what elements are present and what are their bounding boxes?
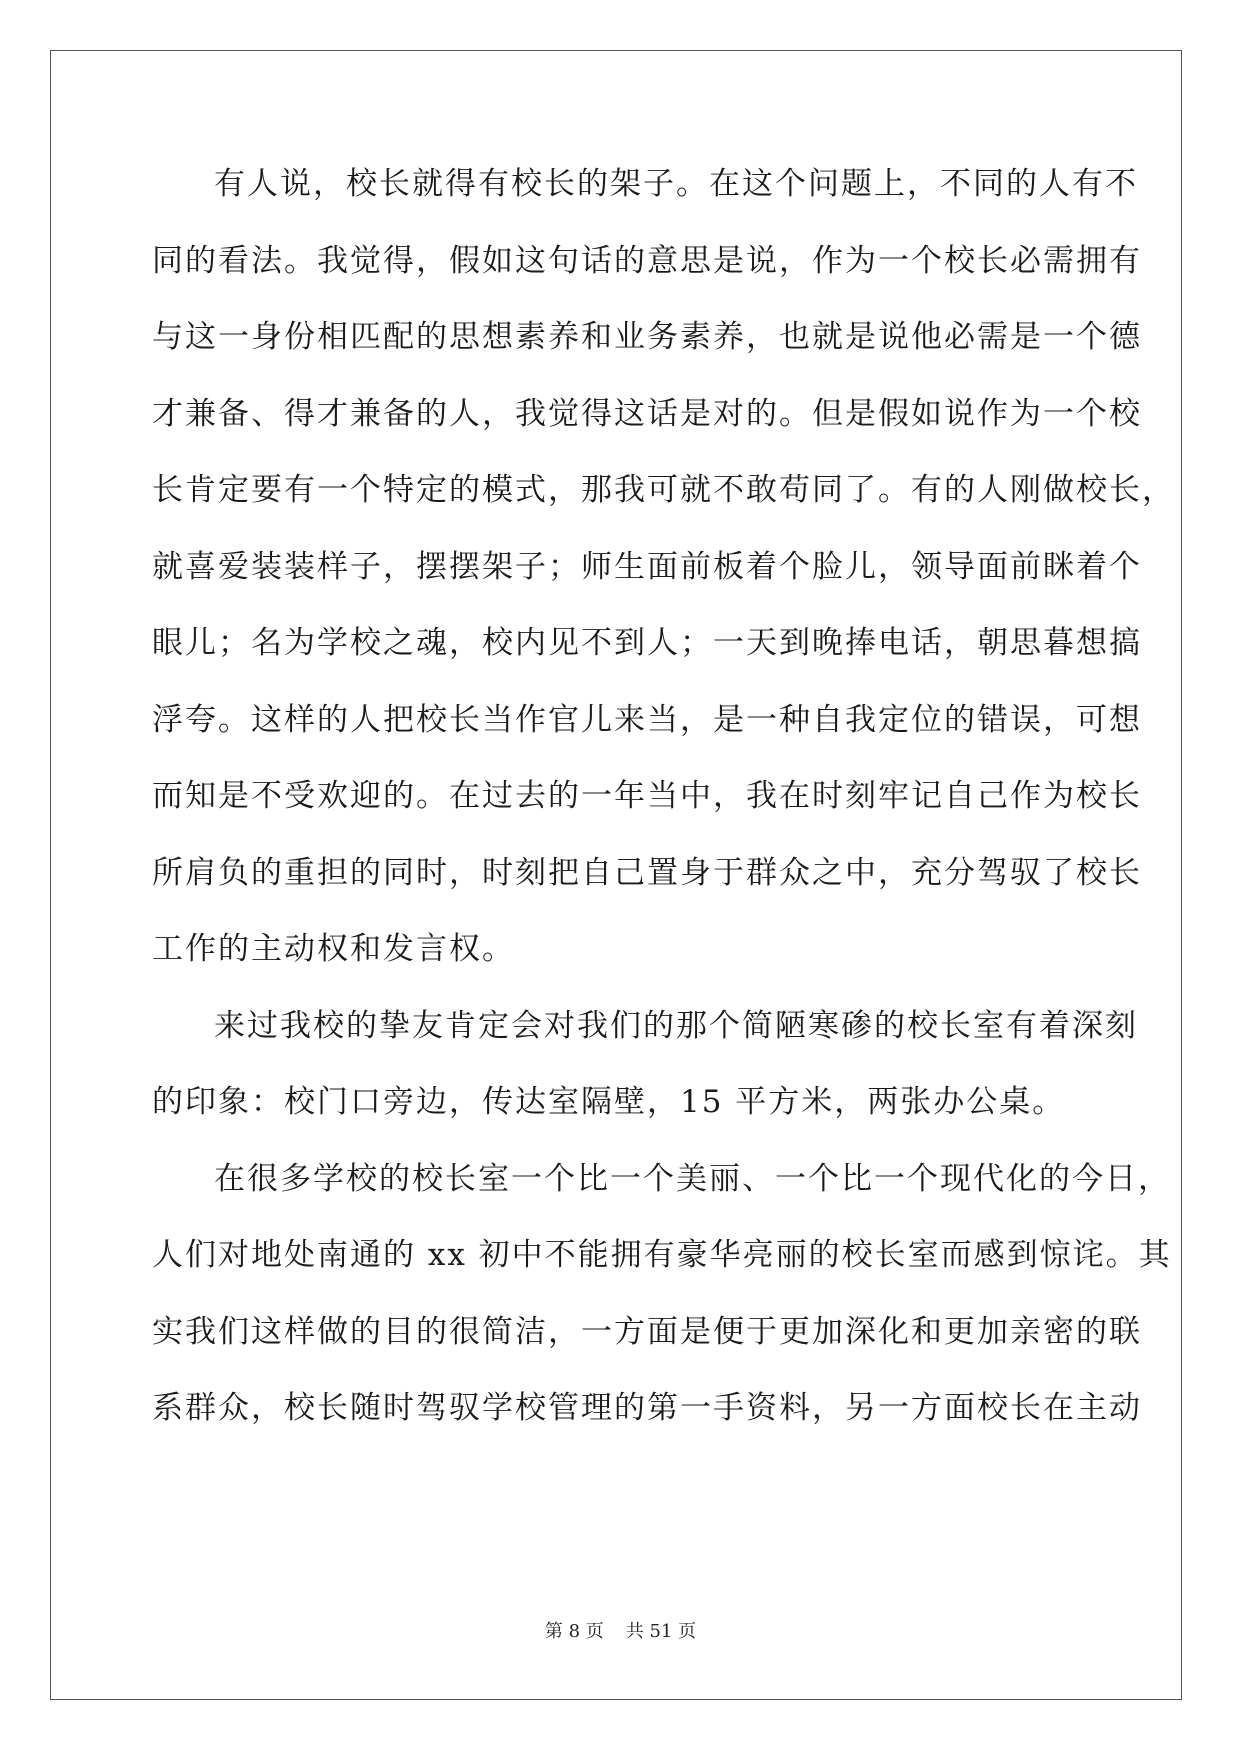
paragraph-3-line-3: 实我们这样做的目的很简洁，一方面是便于更加深化和更加亲密的联 (152, 1313, 1142, 1350)
paragraph-2-line-1: 来过我校的挚友肯定会对我们的那个简陋寒碜的校长室有着深刻 (214, 1007, 1138, 1044)
paragraph-3-line-1: 在很多学校的校长室一个比一个美丽、一个比一个现代化的今日， (214, 1160, 1171, 1197)
paragraph-1-line-10: 所肩负的重担的同时，时刻把自己置身于群众之中，充分驾驭了校长 (152, 854, 1142, 891)
paragraph-1-line-4: 才兼备、得才兼备的人，我觉得这话是对的。但是假如说作为一个校 (152, 395, 1142, 432)
paragraph-1-line-6: 就喜爱装装样子，摆摆架子；师生面前板着个脸儿，领导面前眯着个 (152, 548, 1142, 585)
paragraph-1-line-1: 有人说，校长就得有校长的架子。在这个问题上，不同的人有不 (214, 166, 1138, 202)
paragraph-1-line-3: 与这一身份相匹配的思想素养和业务素养，也就是说他必需是一个德 (152, 319, 1142, 355)
page-footer (0, 1617, 1241, 1643)
page-total: 共 51 页 (625, 1621, 697, 1642)
paragraph-1-line-2: 同的看法。我觉得，假如这句话的意思是说，作为一个校长必需拥有 (152, 242, 1142, 279)
paragraph-1-line-5: 长肯定要有一个特定的模式，那我可就不敢苟同了。有的人刚做校长， (152, 472, 1175, 508)
document-body (152, 160, 1175, 1461)
paragraph-1-line-9: 而知是不受欢迎的。在过去的一年当中，我在时刻牢记自己作为校长 (152, 778, 1142, 814)
paragraph-2-line-2: 的印象：校门口旁边，传达室隔壁，15 平方米，两张办公桌。 (152, 1084, 1066, 1120)
paragraph-3-line-2: 人们对地处南通的 xx 初中不能拥有豪华亮丽的校长室而感到惊诧。其 (152, 1237, 1172, 1273)
paragraph-1-line-7: 眼儿；名为学校之魂，校内见不到人；一天到晚捧电话，朝思暮想搞 (152, 625, 1142, 661)
page-number: 第 8 页 (544, 1621, 604, 1642)
paragraph-3-line-4: 系群众，校长随时驾驭学校管理的第一手资料，另一方面校长在主动 (152, 1390, 1142, 1426)
paragraph-1-line-11: 工作的主动权和发言权。 (152, 931, 515, 967)
paragraph-1-line-8: 浮夸。这样的人把校长当作官儿来当，是一种自我定位的错误，可想 (152, 701, 1142, 738)
